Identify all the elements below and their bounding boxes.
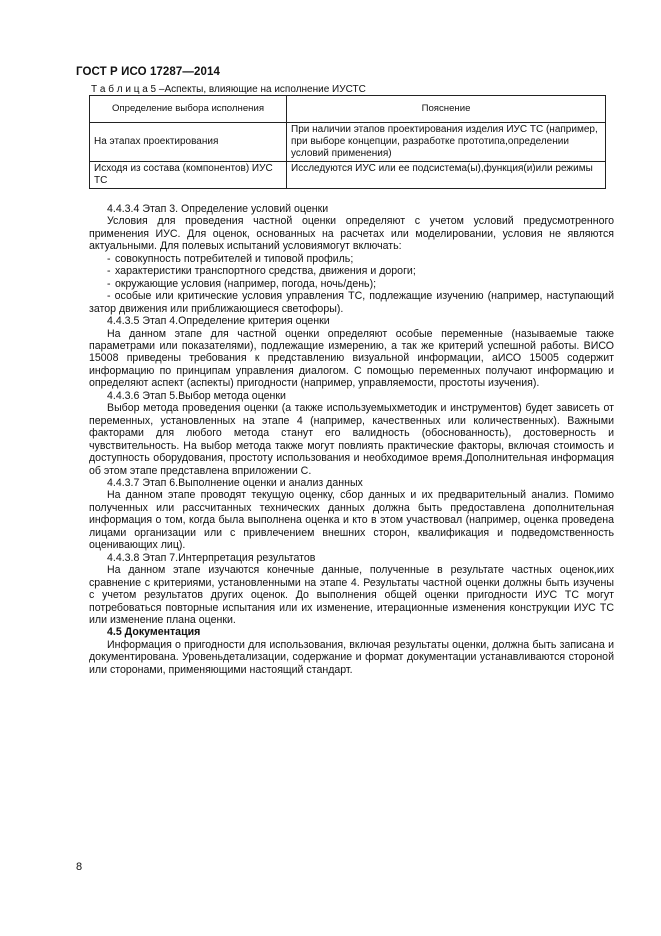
paragraph: Выбор метода проведения оценки (а также используемыхметодик и инструментов) будет зависеть от переменных, установленных на этапе 4 (например, качественных или количественных). Важными факторами для любого метода станут его валидность (обоснованность), достоверность и чувствительность. На выбор метода также могут повлиять практические факторы, включая стоимость и доступность оборудования, простоту использования и необходимое время.Дополнительная информация об этом этапе представлена вприложении С. <box>89 402 614 477</box>
table-caption: Т а б л и ц а 5 –Аспекты, влияющие на исполнение ИУСТС <box>91 84 366 95</box>
table-cell: Исходя из состава (компонентов) ИУС ТС <box>90 162 287 189</box>
list-item: - совокупность потребителей и типовой профиль; <box>107 252 354 265</box>
paragraph: На данном этапе для частной оценки определяют особые переменные (называемые также параметрами или показателями), подлежащие измерению, а так же критерий успешной работы. ВИСО 15008 приведены требования к представлению визуальной информации, аИСО 15005 содержит информацию по принципам управления диалогом. С помощью переменных получают информацию и определяют аспект (аспекты) пригодности (например, управляемости, простоты изучения). <box>89 327 614 390</box>
section-heading: 4.4.3.6 Этап 5.Выбор метода оценки <box>107 389 286 402</box>
paragraph: Условия для проведения частной оценки определяют с учетом условий предусмотренного применения ИУС. Для оценок, основанных на расчетах или моделировании, условия не являются актуальными. Для полевых испытаний условиямогут включать: <box>89 215 614 253</box>
paragraph: На данном этапе проводят текущую оценку, сбор данных и их предварительный анализ. Помимо полученных или рассчитанных технических данных должна быть предоставлена дополнительная информация о том, когда была выполнена оценка и кто в этом участвовал (например, оценка проведена лицами организации или с привлечением внешних сторон, квалификация и подведомственность оценивающих лиц). <box>89 489 614 552</box>
table-cell: Исследуются ИУС или ее подсистема(ы),функция(и)или режимы <box>287 162 606 189</box>
list-item-text: совокупность потребителей и типовой профиль; <box>115 252 354 265</box>
table-row <box>90 162 606 189</box>
section-heading: 4.5 Документация <box>107 626 201 639</box>
section-heading: 4.4.3.8 Этап 7.Интерпретация результатов <box>107 551 316 564</box>
section-heading: 4.4.3.5 Этап 4.Определение критерия оценки <box>107 315 330 328</box>
section-heading: 4.4.3.7 Этап 6.Выполнение оценки и анализ данных <box>107 476 363 489</box>
aspects-table <box>89 95 606 189</box>
section-heading: 4.4.3.4 Этап 3. Определение условий оценки <box>107 203 329 215</box>
column-header: Определение выбора исполнения <box>90 96 287 123</box>
list-item: - особые или критические условия управления ТС, подлежащие изучению (например, наступающий затор движения или приближающиеся светофоры). <box>89 290 614 315</box>
list-item-text: окружающие условия (например, погода, ночь/день); <box>115 277 377 290</box>
table-row <box>90 123 606 162</box>
list-item-text: характеристики транспортного средства, движения и дороги; <box>115 265 416 278</box>
table-cell: При наличии этапов проектирования изделия ИУС ТС (например, при выборе концепции, разработке прототипа,определении условий применения) <box>287 123 606 162</box>
list-item-text: особые или критические условия управления ТС, подлежащие изучению (например, наступающий затор движения или приближающиеся светофоры). <box>89 290 614 315</box>
column-header: Пояснение <box>287 96 606 123</box>
document-body <box>89 203 614 676</box>
paragraph: Информация о пригодности для использования, включая результаты оценки, должна быть записана и документирована. Уровеньдетализации, содержание и формат документации устанавливаются стороной или сторонами, применяющими настоящий стандарт. <box>89 638 614 676</box>
list-item: - окружающие условия (например, погода, ночь/день); <box>107 277 377 290</box>
page-number: 8 <box>76 861 83 873</box>
table-cell: На этапах проектирования <box>90 123 287 162</box>
page-header: ГОСТ Р ИСО 17287—2014 <box>76 66 221 78</box>
paragraph: На данном этапе изучаются конечные данные, полученные в результате частных оценок,иих сравнение с критериями, установленными на этапе 4. Результаты частной оценки должны быть изучены с учетом результатов других оценок. До выполнения общей оценки пригодности ИУС ТС могут потребоваться повторные испытания или их изменение, итерационные изменения конструкции ИУС ТС или изменение плана оценки. <box>89 564 614 626</box>
table-header-row <box>90 96 606 123</box>
list-item: - характеристики транспортного средства, движения и дороги; <box>107 265 416 278</box>
